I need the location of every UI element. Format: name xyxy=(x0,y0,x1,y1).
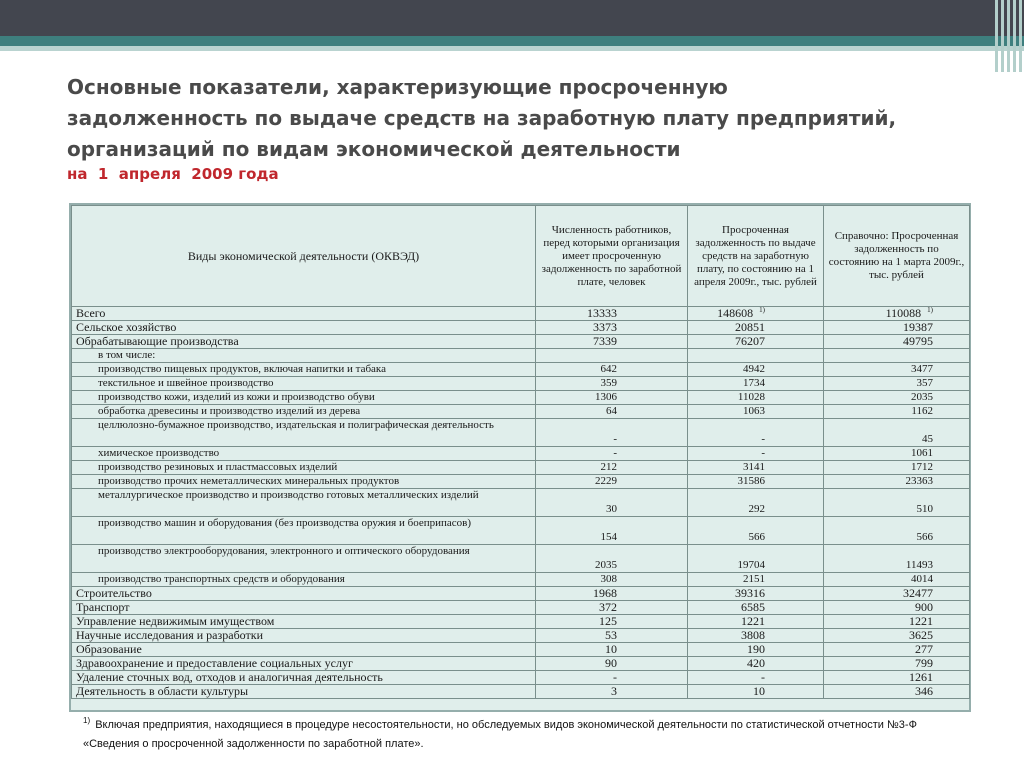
row-workers-value: 642 xyxy=(600,363,617,375)
row-activity-name: производство кожи, изделий из кожи и производство обуви xyxy=(72,391,536,405)
row-workers-value: - xyxy=(613,433,617,445)
row-activity-name: производство транспортных средств и оборудования xyxy=(72,573,536,587)
row-overdue xyxy=(688,363,824,377)
row-overdue-value: 31586 xyxy=(737,475,765,487)
row-reference xyxy=(824,405,970,419)
row-overdue-value: 4942 xyxy=(743,363,765,375)
row-activity-name: производство пищевых продуктов, включая напитки и табака xyxy=(72,363,536,377)
row-reference-value: 110088 xyxy=(885,306,922,320)
row-workers-value: 359 xyxy=(600,377,617,389)
footnote-marker: 1) xyxy=(83,716,91,726)
row-reference xyxy=(824,615,970,629)
row-reference xyxy=(824,391,970,405)
row-workers-value: 154 xyxy=(600,531,617,543)
row-workers-value: 2229 xyxy=(595,475,617,487)
row-workers xyxy=(536,685,688,699)
row-overdue-value: - xyxy=(761,447,765,459)
row-workers xyxy=(536,517,688,545)
row-workers-value: - xyxy=(613,670,617,684)
row-reference xyxy=(824,545,970,573)
row-reference-value: 357 xyxy=(916,377,933,389)
row-overdue xyxy=(688,657,824,671)
row-activity-name: Транспорт xyxy=(72,601,536,615)
row-reference xyxy=(824,419,970,447)
row-reference xyxy=(824,475,970,489)
row-activity-name: Научные исследования и разработки xyxy=(72,629,536,643)
footnote-ref: 1) xyxy=(759,306,765,314)
row-workers-value: 90 xyxy=(605,656,617,670)
row-overdue xyxy=(688,671,824,685)
row-overdue xyxy=(688,321,824,335)
accent-band xyxy=(0,36,1024,46)
title-line: задолженность по выдаче средств на заработную плату предприятий, xyxy=(67,106,897,130)
top-band xyxy=(0,0,1024,36)
row-overdue-value: 190 xyxy=(747,642,765,656)
row-overdue xyxy=(688,391,824,405)
table-row xyxy=(72,629,970,643)
row-reference xyxy=(824,447,970,461)
row-reference-value: 3625 xyxy=(909,628,933,642)
row-reference-value: 900 xyxy=(915,600,933,614)
row-workers-value: 3373 xyxy=(593,320,617,334)
row-overdue xyxy=(688,643,824,657)
row-activity-name: производство электрооборудования, электронного и оптического оборудования xyxy=(72,545,536,573)
row-activity-name: текстильное и швейное производство xyxy=(72,377,536,391)
row-reference xyxy=(824,587,970,601)
row-overdue xyxy=(688,377,824,391)
row-activity-name: целлюлозно-бумажное производство, издательская и полиграфическая деятельность xyxy=(72,419,536,447)
header-reference: Справочно: Просроченная задолженность по состоянию на 1 марта 2009г., тыс. рублей xyxy=(824,206,970,307)
table-row xyxy=(72,601,970,615)
row-workers xyxy=(536,629,688,643)
table-row xyxy=(72,335,970,349)
row-activity-name: производство резиновых и пластмассовых изделий xyxy=(72,461,536,475)
row-reference-value: 4014 xyxy=(911,573,933,585)
table-row xyxy=(72,545,970,573)
row-reference xyxy=(824,489,970,517)
table-row xyxy=(72,405,970,419)
row-overdue xyxy=(688,629,824,643)
row-reference-value: 346 xyxy=(915,684,933,698)
row-reference-value: 19387 xyxy=(903,320,933,334)
row-activity-name: обработка древесины и производство изделий из дерева xyxy=(72,405,536,419)
row-workers-value: 30 xyxy=(606,503,617,515)
title-line: организаций по видам экономической деятельности xyxy=(67,137,681,161)
row-reference xyxy=(824,377,970,391)
light-band xyxy=(0,46,1024,51)
row-overdue-value: 6585 xyxy=(741,600,765,614)
row-reference xyxy=(824,643,970,657)
row-overdue-value: - xyxy=(761,670,765,684)
row-reference xyxy=(824,685,970,699)
table-row xyxy=(72,517,970,545)
table-row xyxy=(72,475,970,489)
row-activity-name: Строительство xyxy=(72,587,536,601)
row-workers xyxy=(536,405,688,419)
title-line: Основные показатели, характеризующие просроченную xyxy=(67,75,728,99)
row-reference-value: 1712 xyxy=(911,461,933,473)
row-reference-value: 2035 xyxy=(911,391,933,403)
row-reference-value: 1261 xyxy=(909,670,933,684)
footnote-text: Включая предприятия, находящиеся в процедуре несостоятельности, но обследуемых видов экономической деятельности по статистической отчетности №3-Ф «Сведения о просроченной задолженности по заработной плате». xyxy=(83,719,917,750)
row-overdue-value: 292 xyxy=(748,503,765,515)
row-overdue-value: 1063 xyxy=(743,405,765,417)
row-activity-name: Деятельность в области культуры xyxy=(72,685,536,699)
row-overdue xyxy=(688,545,824,573)
table-row xyxy=(72,461,970,475)
row-workers xyxy=(536,363,688,377)
row-overdue xyxy=(688,615,824,629)
row-workers-value: 372 xyxy=(599,600,617,614)
row-overdue xyxy=(688,349,824,363)
row-workers-value: 53 xyxy=(605,628,617,642)
row-overdue-value: 3141 xyxy=(743,461,765,473)
row-workers xyxy=(536,545,688,573)
row-activity-name: химическое производство xyxy=(72,447,536,461)
row-reference-value: 49795 xyxy=(903,334,933,348)
table-row xyxy=(72,573,970,587)
table-body xyxy=(72,307,970,699)
row-workers-value: 2035 xyxy=(595,559,617,571)
row-overdue xyxy=(688,601,824,615)
row-workers xyxy=(536,377,688,391)
row-workers xyxy=(536,307,688,321)
row-workers-value: 125 xyxy=(599,614,617,628)
table-row xyxy=(72,349,970,363)
row-overdue xyxy=(688,587,824,601)
row-reference xyxy=(824,307,970,321)
row-workers xyxy=(536,321,688,335)
row-overdue-value: 11028 xyxy=(737,391,765,403)
slide-title xyxy=(67,72,967,165)
row-workers-value: - xyxy=(613,447,617,459)
row-workers xyxy=(536,349,688,363)
row-workers xyxy=(536,615,688,629)
slide-subtitle: на 1 апреля 2009 года xyxy=(67,165,279,183)
row-overdue-value: 76207 xyxy=(735,334,765,348)
row-overdue xyxy=(688,517,824,545)
table-header-row xyxy=(72,206,970,307)
row-overdue xyxy=(688,307,824,321)
table-row xyxy=(72,377,970,391)
row-activity-name: в том числе: xyxy=(72,349,536,363)
row-activity-name: производство прочих неметаллических минеральных продуктов xyxy=(72,475,536,489)
row-overdue xyxy=(688,573,824,587)
row-activity-name: производство машин и оборудования (без производства оружия и боеприпасов) xyxy=(72,517,536,545)
row-workers-value: 1968 xyxy=(593,586,617,600)
row-reference-value: 566 xyxy=(916,531,933,543)
row-workers xyxy=(536,419,688,447)
table-row xyxy=(72,671,970,685)
row-overdue-value: - xyxy=(761,433,765,445)
row-overdue-value: 1734 xyxy=(743,377,765,389)
row-reference xyxy=(824,461,970,475)
row-reference xyxy=(824,321,970,335)
row-workers-value: 10 xyxy=(605,642,617,656)
row-workers xyxy=(536,475,688,489)
header-activity: Виды экономической деятельности (ОКВЭД) xyxy=(72,206,536,307)
row-workers-value: 212 xyxy=(600,461,617,473)
row-reference xyxy=(824,671,970,685)
row-workers-value: 13333 xyxy=(587,306,617,320)
data-table-container xyxy=(69,203,971,712)
row-overdue-value: 39316 xyxy=(735,586,765,600)
row-reference-value: 23363 xyxy=(905,475,933,487)
row-workers xyxy=(536,601,688,615)
row-overdue-value: 10 xyxy=(753,684,765,698)
row-overdue-value: 19704 xyxy=(737,559,765,571)
table-row xyxy=(72,643,970,657)
row-overdue-value: 3808 xyxy=(741,628,765,642)
row-reference-value: 799 xyxy=(915,656,933,670)
row-reference xyxy=(824,349,970,363)
table-row xyxy=(72,307,970,321)
row-workers xyxy=(536,391,688,405)
decorative-stripes xyxy=(990,0,1024,72)
row-workers-value: 7339 xyxy=(593,334,617,348)
row-activity-name: Всего xyxy=(72,307,536,321)
row-overdue xyxy=(688,489,824,517)
table-row xyxy=(72,391,970,405)
table-row xyxy=(72,615,970,629)
row-reference-value: 1221 xyxy=(909,614,933,628)
row-workers xyxy=(536,671,688,685)
row-reference-value: 277 xyxy=(915,642,933,656)
row-reference xyxy=(824,573,970,587)
footnote xyxy=(83,716,963,754)
row-reference xyxy=(824,335,970,349)
footnote-ref: 1) xyxy=(927,306,933,314)
table-row xyxy=(72,685,970,699)
table-row xyxy=(72,587,970,601)
row-workers xyxy=(536,335,688,349)
row-reference-value: 1061 xyxy=(911,447,933,459)
row-workers xyxy=(536,573,688,587)
row-overdue xyxy=(688,447,824,461)
row-overdue xyxy=(688,461,824,475)
table-row xyxy=(72,363,970,377)
table-row xyxy=(72,447,970,461)
row-overdue-value: 1221 xyxy=(741,614,765,628)
row-workers xyxy=(536,489,688,517)
table-row xyxy=(72,321,970,335)
row-overdue-value: 148608 xyxy=(717,306,754,320)
row-activity-name: Удаление сточных вод, отходов и аналогичная деятельность xyxy=(72,671,536,685)
row-reference-value: 510 xyxy=(916,503,933,515)
row-reference xyxy=(824,601,970,615)
row-workers-value: 308 xyxy=(600,573,617,585)
table-row xyxy=(72,489,970,517)
table-row xyxy=(72,419,970,447)
row-overdue-value: 20851 xyxy=(735,320,765,334)
data-table xyxy=(71,205,970,699)
row-reference-value: 3477 xyxy=(911,363,933,375)
row-reference-value: 32477 xyxy=(903,586,933,600)
table-row xyxy=(72,657,970,671)
row-activity-name: Образование xyxy=(72,643,536,657)
row-workers xyxy=(536,461,688,475)
row-overdue xyxy=(688,405,824,419)
row-activity-name: Обрабатывающие производства xyxy=(72,335,536,349)
row-workers xyxy=(536,643,688,657)
row-workers xyxy=(536,587,688,601)
row-workers xyxy=(536,447,688,461)
row-activity-name: Сельское хозяйство xyxy=(72,321,536,335)
row-reference-value: 45 xyxy=(922,433,933,445)
row-reference xyxy=(824,657,970,671)
row-workers-value: 3 xyxy=(611,684,617,698)
row-activity-name: Здравоохранение и предоставление социальных услуг xyxy=(72,657,536,671)
row-workers xyxy=(536,657,688,671)
row-overdue xyxy=(688,685,824,699)
row-reference xyxy=(824,517,970,545)
row-overdue-value: 2151 xyxy=(743,573,765,585)
row-reference xyxy=(824,629,970,643)
row-overdue-value: 566 xyxy=(748,531,765,543)
row-workers-value: 64 xyxy=(606,405,617,417)
row-overdue xyxy=(688,475,824,489)
row-activity-name: металлургическое производство и производство готовых металлических изделий xyxy=(72,489,536,517)
row-reference xyxy=(824,363,970,377)
row-activity-name: Управление недвижимым имуществом xyxy=(72,615,536,629)
row-overdue xyxy=(688,335,824,349)
header-workers: Численность работников, перед которыми организация имеет просроченную задолженность по заработной плате, человек xyxy=(536,206,688,307)
row-reference-value: 1162 xyxy=(911,405,933,417)
row-overdue xyxy=(688,419,824,447)
row-overdue-value: 420 xyxy=(747,656,765,670)
row-reference-value: 11493 xyxy=(905,559,933,571)
header-overdue: Просроченная задолженность по выдаче средств на заработную плату, по состоянию на 1 апреля 2009г., тыс. рублей xyxy=(688,206,824,307)
row-workers-value: 1306 xyxy=(595,391,617,403)
